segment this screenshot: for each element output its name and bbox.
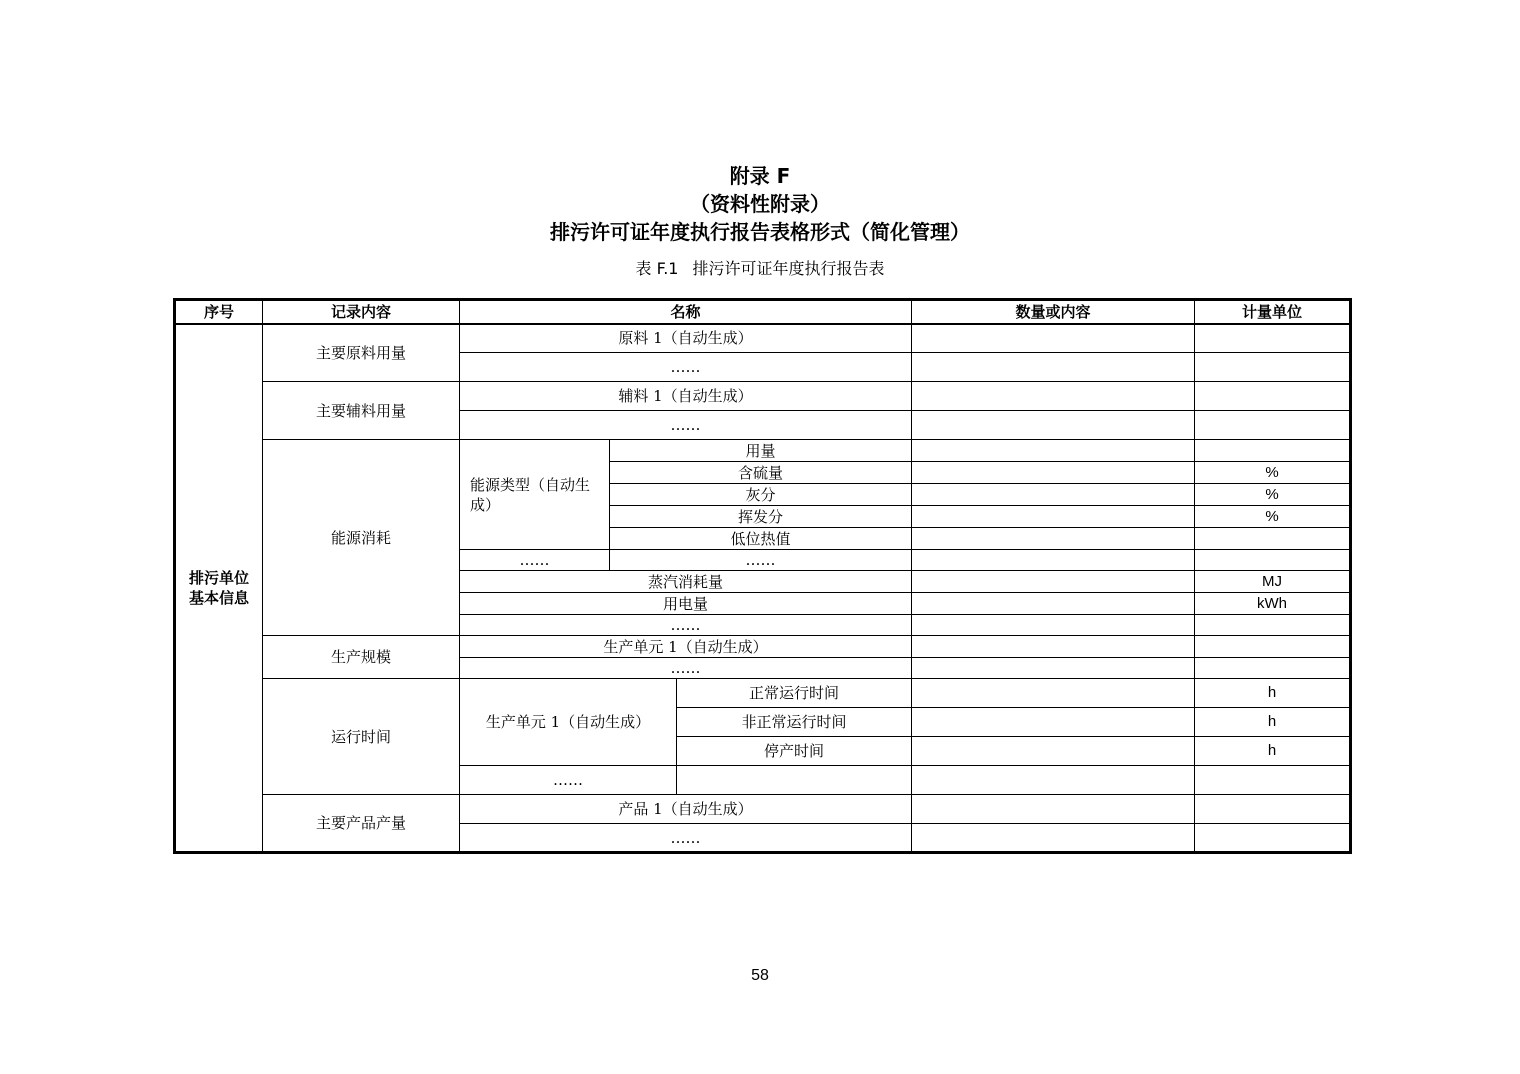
unit-cell[interactable] xyxy=(1195,411,1351,440)
unit-cell[interactable] xyxy=(1195,440,1351,462)
raw-material-item: 原料 1（自动生成） xyxy=(460,324,912,353)
energy-item: 低位热值 xyxy=(610,528,912,550)
unit-cell[interactable] xyxy=(1195,382,1351,411)
power-consumption: 用电量 xyxy=(460,593,912,615)
unit-cell[interactable] xyxy=(1195,658,1351,679)
runtime-item: 非正常运行时间 xyxy=(677,708,912,737)
report-table xyxy=(173,298,1352,854)
scale-label: 生产规模 xyxy=(263,636,460,679)
energy-item: 用量 xyxy=(610,440,912,462)
runtime-label: 运行时间 xyxy=(263,679,460,795)
appendix-subject: 排污许可证年度执行报告表格形式（简化管理） xyxy=(550,220,970,244)
table-number: 表 F.1 xyxy=(635,259,679,278)
scale-more: …… xyxy=(460,658,912,679)
quantity-cell[interactable] xyxy=(912,737,1195,766)
steam-consumption: 蒸汽消耗量 xyxy=(460,571,912,593)
unit-cell[interactable]: MJ xyxy=(1195,571,1351,593)
quantity-cell[interactable] xyxy=(912,615,1195,636)
runtime-unit: 生产单元 1（自动生成） xyxy=(460,679,677,766)
unit-cell[interactable] xyxy=(1195,636,1351,658)
unit-cell[interactable]: h xyxy=(1195,679,1351,708)
unit-cell[interactable]: % xyxy=(1195,462,1351,484)
quantity-cell[interactable] xyxy=(912,679,1195,708)
energy-type-more: …… xyxy=(460,550,610,571)
unit-cell[interactable] xyxy=(1195,766,1351,795)
quantity-cell[interactable] xyxy=(912,353,1195,382)
table-header-row xyxy=(175,300,1351,324)
quantity-cell[interactable] xyxy=(912,324,1195,353)
energy-item: 含硫量 xyxy=(610,462,912,484)
runtime-item-empty xyxy=(677,766,912,795)
quantity-cell[interactable] xyxy=(912,528,1195,550)
scale-item: 生产单元 1（自动生成） xyxy=(460,636,912,658)
quantity-cell[interactable] xyxy=(912,708,1195,737)
energy-item-more: …… xyxy=(610,550,912,571)
header-record: 记录内容 xyxy=(263,300,460,324)
header-name: 名称 xyxy=(460,300,912,324)
unit-cell[interactable]: h xyxy=(1195,737,1351,766)
quantity-cell[interactable] xyxy=(912,593,1195,615)
aux-material-label: 主要辅料用量 xyxy=(263,382,460,440)
runtime-more: …… xyxy=(460,766,677,795)
unit-cell[interactable] xyxy=(1195,824,1351,853)
quantity-cell[interactable] xyxy=(912,636,1195,658)
unit-cell[interactable] xyxy=(1195,324,1351,353)
quantity-cell[interactable] xyxy=(912,824,1195,853)
runtime-item: 正常运行时间 xyxy=(677,679,912,708)
quantity-cell[interactable] xyxy=(912,766,1195,795)
quantity-cell[interactable] xyxy=(912,571,1195,593)
table-caption xyxy=(0,258,1520,280)
unit-cell[interactable] xyxy=(1195,528,1351,550)
header-seq: 序号 xyxy=(175,300,263,324)
table-row xyxy=(175,382,1351,411)
quantity-cell[interactable] xyxy=(912,411,1195,440)
quantity-cell[interactable] xyxy=(912,484,1195,506)
product-label: 主要产品产量 xyxy=(263,795,460,853)
appendix-title: 附录 F xyxy=(729,164,791,188)
unit-cell[interactable] xyxy=(1195,550,1351,571)
unit-cell[interactable] xyxy=(1195,615,1351,636)
unit-cell[interactable]: h xyxy=(1195,708,1351,737)
quantity-cell[interactable] xyxy=(912,795,1195,824)
section-label: 排污单位基本信息 xyxy=(175,324,263,853)
quantity-cell[interactable] xyxy=(912,550,1195,571)
appendix-type: （资料性附录） xyxy=(690,192,830,216)
unit-cell[interactable] xyxy=(1195,353,1351,382)
energy-item: 灰分 xyxy=(610,484,912,506)
unit-cell[interactable]: kWh xyxy=(1195,593,1351,615)
table-row xyxy=(175,636,1351,658)
energy-more: …… xyxy=(460,615,912,636)
table-row xyxy=(175,324,1351,353)
aux-material-item: 辅料 1（自动生成） xyxy=(460,382,912,411)
table-row xyxy=(175,795,1351,824)
product-item: 产品 1（自动生成） xyxy=(460,795,912,824)
quantity-cell[interactable] xyxy=(912,506,1195,528)
quantity-cell[interactable] xyxy=(912,658,1195,679)
raw-material-more: …… xyxy=(460,353,912,382)
table-row xyxy=(175,440,1351,462)
table-title: 排污许可证年度执行报告表 xyxy=(692,259,885,278)
table-row xyxy=(175,679,1351,708)
raw-material-label: 主要原料用量 xyxy=(263,324,460,382)
unit-cell[interactable]: % xyxy=(1195,506,1351,528)
header-quantity: 数量或内容 xyxy=(912,300,1195,324)
energy-type: 能源类型（自动生成） xyxy=(460,440,610,550)
unit-cell[interactable] xyxy=(1195,795,1351,824)
unit-cell[interactable]: % xyxy=(1195,484,1351,506)
page-number: 58 xyxy=(751,967,769,984)
appendix-heading xyxy=(0,162,1520,246)
product-more: …… xyxy=(460,824,912,853)
aux-material-more: …… xyxy=(460,411,912,440)
quantity-cell[interactable] xyxy=(912,440,1195,462)
header-unit: 计量单位 xyxy=(1195,300,1351,324)
quantity-cell[interactable] xyxy=(912,382,1195,411)
runtime-item: 停产时间 xyxy=(677,737,912,766)
quantity-cell[interactable] xyxy=(912,462,1195,484)
energy-item: 挥发分 xyxy=(610,506,912,528)
energy-label: 能源消耗 xyxy=(263,440,460,636)
